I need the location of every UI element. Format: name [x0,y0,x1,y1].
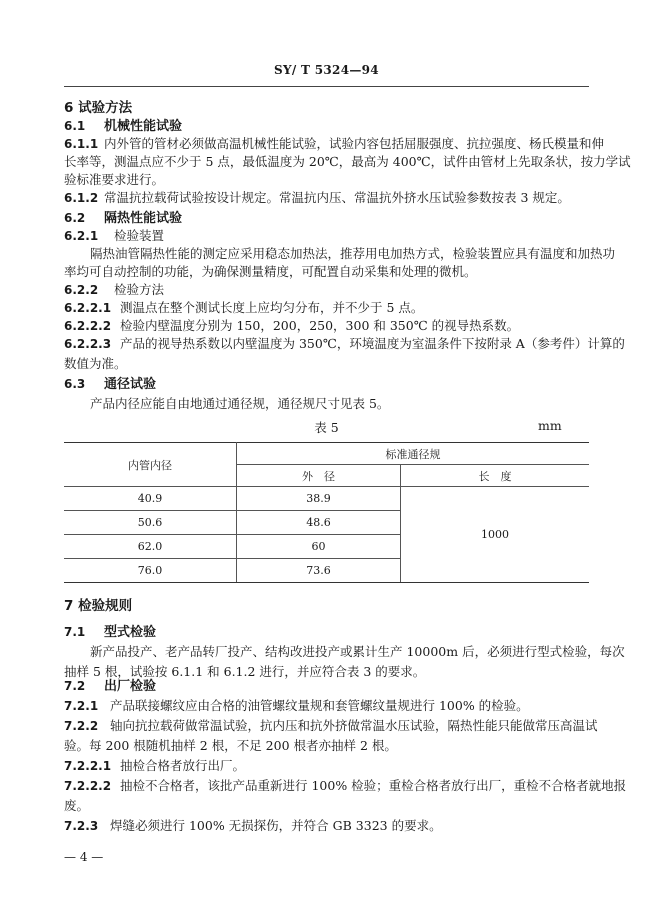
clause-7-2-2-line-1 [64,716,598,736]
clause-text: 常温抗拉载荷试验按设计规定。常温抗内压、常温抗外挤水压试验参数按表 3 规定。 [104,190,570,205]
table-5-title: 表 5 [314,420,339,435]
clause-7-2-1 [64,696,589,716]
clause-number: 7.2.2.2 [64,779,112,793]
table-header-length: 长 度 [401,465,590,487]
section-6-title: 6 试验方法 [64,100,133,116]
table-cell-inner: 40.9 [64,487,237,511]
table-cell-outer: 48.6 [237,511,401,535]
clause-6-2-2-2 [64,316,589,336]
clause-text: 测温点在整个测试长度上应均匀分布，并不少于 5 点。 [120,300,424,315]
clause-6-2-2-3-line-2: 数值为准。 [64,356,127,371]
clause-6-1-1-line-1 [64,134,605,154]
clause-number: 6.1.2 [64,191,99,205]
clause-6-3-text: 产品内径应能自由地通过通径规，通径规尺寸见表 5。 [90,396,390,411]
clause-number: 7.2.3 [64,819,99,833]
clause-text: 抽检合格者放行出厂。 [120,758,246,773]
clause-7-2-2-1 [64,756,589,776]
table-cell-inner: 76.0 [64,559,237,583]
table-cell-outer: 60 [237,535,401,559]
clause-title: 机械性能试验 [104,119,183,134]
clause-7-2-3 [64,816,589,836]
clause-number: 7.2.2.1 [64,759,112,773]
header-rule [64,86,589,87]
clause-title: 通径试验 [104,377,157,392]
clause-number: 6.2.2.1 [64,301,112,315]
clause-number: 7.2.2 [64,719,99,733]
clause-title: 隔热性能试验 [104,211,183,226]
clause-7-1-line-1: 新产品投产、老产品转厂投产、结构改进投产或累计生产 10000m 后，必须进行型式检验，每次 [90,644,625,659]
clause-text: 抽检不合格者，该批产品重新进行 100% 检验；重检合格者放行出厂，重检不合格者就地报 [120,778,627,793]
clause-6-2-1-line-1: 隔热油管隔热性能的测定应采用稳态加热法，推荐用电加热方式，检验装置应具有温度和加热功 [90,246,616,261]
clause-7-2-2-2-line-1 [64,776,627,796]
clause-6-1-2 [64,188,589,208]
table-header-outer-diameter: 外 径 [237,465,401,487]
clause-title: 检验方法 [114,282,165,297]
clause-text: 焊缝必须进行 100% 无损探伤，并符合 GB 3323 的要求。 [110,818,442,833]
clause-text: 轴向抗拉载荷做常温试验，抗内压和抗外挤做常温水压试验，隔热性能只能做常压高温试 [110,718,598,733]
clause-number: 6.1 [64,119,86,133]
clause-title: 出厂检验 [104,679,157,694]
clause-number: 6.2.2 [64,283,99,297]
clause-6-2-1-line-2: 率均可自动控制的功能，为确保测量精度，可配置自动采集和处理的微机。 [64,264,477,279]
clause-6-2-1 [64,226,589,246]
clause-text: 产品的视导热系数以内壁温度为 350℃，环境温度为室温条件下按附录 A（参考件）计算的 [120,336,625,351]
clause-7-1-line-2: 抽样 5 根，试验按 6.1.1 和 6.1.2 进行，并应符合表 3 的要求。 [64,664,426,679]
clause-number: 7.2 [64,679,86,693]
clause-6-2-2 [64,280,589,300]
table-cell-inner: 62.0 [64,535,237,559]
clause-number: 6.3 [64,377,86,391]
clause-6-2-2-1 [64,298,589,318]
clause-text: 产品联接螺纹应由合格的油管螺纹量规和套管螺纹量规进行 100% 的检验。 [110,698,529,713]
table-cell-inner: 50.6 [64,511,237,535]
clause-6-3 [64,374,589,395]
clause-number: 6.2.2.3 [64,337,112,351]
table-cell-outer: 38.9 [237,487,401,511]
clause-6-1-1-line-3: 验标准要求进行。 [64,172,165,187]
clause-number: 6.2 [64,211,86,225]
clause-7-1 [64,622,589,643]
table-header-gauge: 标准通径规 [237,443,590,465]
clause-title: 检验装置 [114,228,165,243]
page-number: — 4 — [64,850,104,864]
table-cell-length: 1000 [401,487,590,583]
clause-7-2-2-2-line-2: 废。 [64,798,90,813]
table-5 [64,442,589,583]
clause-text: 检验内壁温度分别为 150，200，250，300 和 350℃ 的视导热系数。 [120,318,520,333]
clause-text: 内外管的管材必须做高温机械性能试验，试验内容包括屈服强度、抗拉强度、杨氏模量和伸 [104,136,605,151]
page-header-standard-number: SY/ T 5324—94 [274,63,379,77]
table-5-unit: mm [538,418,562,433]
clause-number: 6.2.2.2 [64,319,112,333]
clause-6-1-1-line-2: 长率等，测温点应不少于 5 点，最低温度为 20℃，最高为 400℃，试件由管材上先取条状，按力学试 [64,154,631,169]
clause-7-2 [64,676,589,697]
clause-number: 6.2.1 [64,229,99,243]
table-header-inner-diameter: 内管内径 [64,443,237,487]
clause-7-2-2-line-2: 验。每 200 根随机抽样 2 根，不足 200 根者亦抽样 2 根。 [64,738,397,753]
clause-number: 6.1.1 [64,137,99,151]
table-row [64,487,589,511]
clause-number: 7.2.1 [64,699,99,713]
table-cell-outer: 73.6 [237,559,401,583]
clause-title: 型式检验 [104,625,157,640]
section-7-title: 7 检验规则 [64,598,133,614]
clause-number: 7.1 [64,625,86,639]
clause-6-2-2-3-line-1 [64,334,625,354]
